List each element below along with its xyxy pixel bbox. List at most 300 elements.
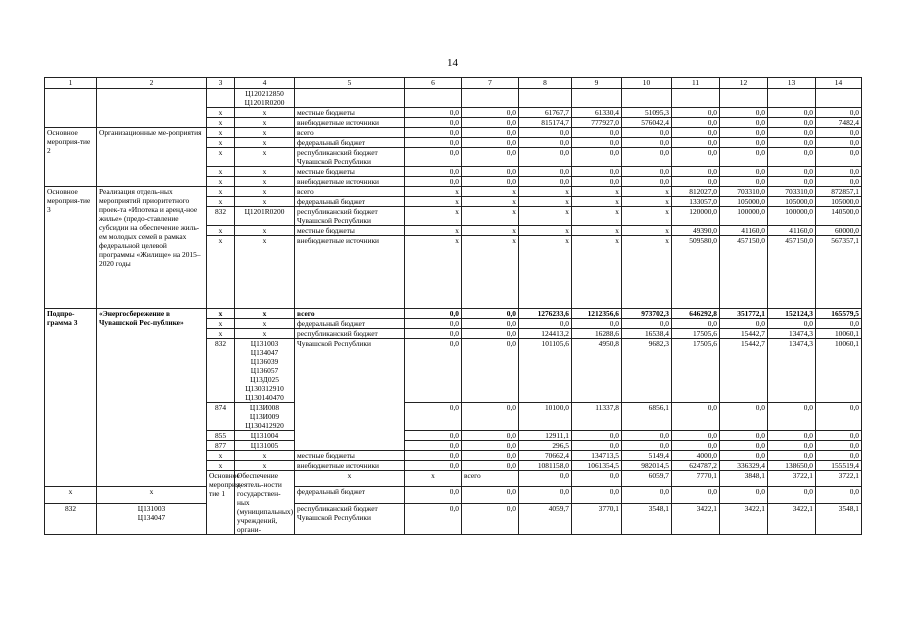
- table-cell: 0,0: [405, 403, 462, 431]
- table-cell: 3848,1: [720, 471, 768, 487]
- code-line: Ц130412920: [245, 421, 284, 430]
- table-cell: [207, 89, 235, 108]
- table-cell: 1276233,6: [519, 309, 572, 319]
- table-cell: 0,0: [572, 138, 622, 148]
- table-cell: 0,0: [816, 441, 862, 451]
- table-cell: 11337,8: [572, 403, 622, 431]
- table-cell: 0,0: [572, 148, 622, 167]
- table-cell: [572, 89, 622, 108]
- table-cell: 0,0: [462, 167, 519, 177]
- table-cell: [816, 89, 862, 108]
- table-cell: x: [405, 226, 462, 236]
- table-cell: 9682,3: [622, 339, 672, 403]
- table-cell: 0,0: [572, 167, 622, 177]
- column-header: 2: [97, 78, 207, 89]
- table-cell: 5149,4: [622, 451, 672, 461]
- table-header: [45, 78, 862, 89]
- table-cell: 3422,1: [768, 503, 816, 534]
- table-cell: x: [622, 207, 672, 226]
- table-cell: 0,0: [572, 487, 622, 503]
- table-cell: 138650,0: [768, 461, 816, 471]
- table-cell: x: [207, 309, 235, 319]
- table-cell: 13474,3: [768, 329, 816, 339]
- table-cell: 877: [207, 441, 235, 451]
- table-cell: 4000,0: [672, 451, 720, 461]
- table-cell: 15442,7: [720, 339, 768, 403]
- column-header: 8: [519, 78, 572, 89]
- table-cell: x: [235, 177, 295, 187]
- table-cell: всего: [295, 187, 405, 197]
- table-cell: 0,0: [720, 319, 768, 329]
- table-cell: 0,0: [572, 177, 622, 187]
- table-cell: 3422,1: [720, 503, 768, 534]
- code-line: Ц13Д025: [250, 375, 279, 384]
- table-cell: 0,0: [462, 108, 519, 118]
- table-cell: 872857,1: [816, 187, 862, 197]
- table-cell: [45, 89, 97, 128]
- table-cell: 0,0: [768, 167, 816, 177]
- table-cell: республиканский бюджет: [295, 329, 405, 339]
- table-cell: 0,0: [720, 118, 768, 128]
- table-cell: x: [207, 177, 235, 187]
- table-cell: 0,0: [816, 487, 862, 503]
- budget-table: [44, 77, 862, 535]
- table-cell: x: [462, 226, 519, 236]
- table-cell: 0,0: [405, 167, 462, 177]
- table-cell: x: [235, 138, 295, 148]
- table-cell: x: [235, 148, 295, 167]
- table-cell: x: [235, 236, 295, 309]
- table-cell: 152124,3: [768, 309, 816, 319]
- table-cell: 0,0: [672, 431, 720, 441]
- table-cell: x: [519, 236, 572, 309]
- table-cell: 0,0: [768, 431, 816, 441]
- table-cell: x: [45, 487, 97, 503]
- table-cell: 0,0: [672, 167, 720, 177]
- code-line: Ц136057: [250, 366, 279, 375]
- table-cell: 0,0: [768, 487, 816, 503]
- page-number: 14: [447, 57, 458, 69]
- activity-description: Реализация отдель-ных мероприятий приоритетного проек-та «Ипотека и аренд-ное жилье» (предо-ставление субсидии на обеспечение жиль-ем молодых семей в рамках федеральной целевой программы «Жилище» на 2015–2020 годы: [97, 187, 207, 309]
- table-cell: x: [519, 207, 572, 226]
- table-cell: 0,0: [816, 148, 862, 167]
- table-cell: 105000,0: [816, 197, 862, 207]
- table-cell: 165579,5: [816, 309, 862, 319]
- table-cell: 815174,7: [519, 118, 572, 128]
- table-cell: 874: [207, 403, 235, 431]
- table-cell: 0,0: [816, 138, 862, 148]
- table-cell: 0,0: [816, 319, 862, 329]
- table-row: [45, 503, 862, 534]
- table-cell: [235, 403, 295, 431]
- table-cell: 576042,4: [622, 118, 672, 128]
- table-cell: республиканский бюджет Чувашской Республики: [295, 148, 405, 167]
- table-cell: 0,0: [405, 329, 462, 339]
- table-cell: x: [235, 461, 295, 471]
- table-cell: 0,0: [462, 118, 519, 128]
- column-header: 1: [45, 78, 97, 89]
- table-cell: x: [97, 487, 207, 503]
- table-cell: 0,0: [720, 451, 768, 461]
- table-cell: 0,0: [816, 431, 862, 441]
- table-cell: 0,0: [519, 487, 572, 503]
- table-cell: x: [295, 471, 405, 487]
- table-cell: x: [572, 197, 622, 207]
- table-cell: 0,0: [816, 128, 862, 138]
- table-cell: 3770,1: [572, 503, 622, 534]
- table-cell: 0,0: [672, 148, 720, 167]
- table-cell: 0,0: [405, 461, 462, 471]
- table-cell: Ц131004: [235, 431, 295, 441]
- subprogram-description: «Энергосбережение в Чувашской Рес-публике»: [97, 309, 207, 487]
- table-cell: 832: [207, 207, 235, 226]
- table-cell: 140500,0: [816, 207, 862, 226]
- table-cell: 336329,4: [720, 461, 768, 471]
- table-row: [45, 187, 862, 197]
- table-cell: 0,0: [622, 177, 672, 187]
- table-cell: федеральный бюджет: [295, 319, 405, 329]
- table-cell: 0,0: [462, 339, 519, 403]
- table-cell: x: [207, 128, 235, 138]
- code-line: Ц1201R0200: [244, 98, 285, 107]
- table-cell: 0,0: [768, 108, 816, 118]
- table-cell: 0,0: [519, 138, 572, 148]
- subprogram-name: Подпро-грамма 3: [45, 309, 97, 487]
- table-cell: 0,0: [572, 471, 622, 487]
- table-cell: [672, 89, 720, 108]
- table-cell: 6059,7: [622, 471, 672, 487]
- table-cell: 0,0: [622, 487, 672, 503]
- table-cell: 0,0: [405, 148, 462, 167]
- table-cell: 624787,2: [672, 461, 720, 471]
- table-cell: 703310,0: [768, 187, 816, 197]
- table-cell: 0,0: [462, 431, 519, 441]
- table-cell: 12911,1: [519, 431, 572, 441]
- table-cell: 0,0: [720, 487, 768, 503]
- column-header: 12: [720, 78, 768, 89]
- table-cell: 0,0: [768, 128, 816, 138]
- table-cell: x: [572, 207, 622, 226]
- table-cell: Ц1201R0200: [235, 207, 295, 226]
- table-cell: 0,0: [768, 177, 816, 187]
- column-header: 14: [816, 78, 862, 89]
- table-cell: 0,0: [462, 148, 519, 167]
- table-cell: x: [405, 236, 462, 309]
- table-cell: [235, 89, 295, 108]
- table-cell: x: [207, 108, 235, 118]
- table-cell: x: [405, 471, 462, 487]
- table-cell: 832: [207, 339, 235, 403]
- table-cell: 4059,7: [519, 503, 572, 534]
- table-cell: 133057,0: [672, 197, 720, 207]
- activity-name: Основное мероприя-тие 1: [207, 471, 235, 535]
- table-cell: 0,0: [672, 128, 720, 138]
- table-cell: 0,0: [462, 503, 519, 534]
- table-cell: 0,0: [672, 138, 720, 148]
- table-cell: 155519,4: [816, 461, 862, 471]
- column-header: 5: [295, 78, 405, 89]
- table-cell: 0,0: [622, 167, 672, 177]
- table-cell: 0,0: [768, 118, 816, 128]
- table-cell: x: [207, 187, 235, 197]
- table-cell: всего: [462, 471, 519, 487]
- table-cell: 777927,0: [572, 118, 622, 128]
- table-row: [45, 487, 862, 503]
- table-cell: x: [207, 226, 235, 236]
- table-cell: 0,0: [405, 339, 462, 403]
- table-cell: x: [235, 319, 295, 329]
- table-cell: 100000,0: [720, 207, 768, 226]
- table-cell: 0,0: [720, 128, 768, 138]
- table-cell: x: [572, 187, 622, 197]
- table-cell: 509580,0: [672, 236, 720, 309]
- table-cell: 41160,0: [720, 226, 768, 236]
- table-cell: x: [207, 451, 235, 461]
- table-cell: x: [405, 197, 462, 207]
- table-cell: x: [207, 236, 235, 309]
- table-cell: 0,0: [405, 138, 462, 148]
- code-line: Ц13И009: [249, 412, 280, 421]
- table-cell: 0,0: [672, 118, 720, 128]
- table-cell: местные бюджеты: [295, 451, 405, 461]
- column-header: 7: [462, 78, 519, 89]
- table-cell: 0,0: [462, 319, 519, 329]
- table-cell: 646292,8: [672, 309, 720, 319]
- table-cell: 61330,4: [572, 108, 622, 118]
- table-cell: x: [572, 236, 622, 309]
- table-cell: 0,0: [672, 108, 720, 118]
- table-cell: 0,0: [462, 138, 519, 148]
- table-cell: 7770,1: [672, 471, 720, 487]
- table-cell: 457150,0: [768, 236, 816, 309]
- table-cell: 0,0: [519, 319, 572, 329]
- table-cell: x: [235, 226, 295, 236]
- table-cell: x: [207, 197, 235, 207]
- table-cell: 0,0: [672, 441, 720, 451]
- table-cell: местные бюджеты: [295, 167, 405, 177]
- table-row: [45, 309, 862, 319]
- table-cell: 105000,0: [720, 197, 768, 207]
- table-cell: 13474,3: [768, 339, 816, 403]
- table-cell: [462, 89, 519, 108]
- table-cell: 0,0: [720, 403, 768, 431]
- table-cell: [97, 89, 207, 128]
- table-cell: x: [462, 187, 519, 197]
- table-cell: 41160,0: [768, 226, 816, 236]
- code-line: Ц131003: [250, 339, 279, 348]
- table-cell: 0,0: [622, 138, 672, 148]
- activity-name: Основное мероприя-тие 3: [45, 187, 97, 309]
- table-cell: x: [207, 329, 235, 339]
- table-cell: 120000,0: [672, 207, 720, 226]
- table-cell: всего: [295, 309, 405, 319]
- table-cell: внебюджетные источники: [295, 236, 405, 309]
- table-cell: x: [235, 197, 295, 207]
- table-cell: [768, 89, 816, 108]
- table-cell: x: [519, 197, 572, 207]
- activity-description: Организационные ме-роприятия: [97, 128, 207, 187]
- table-cell: 0,0: [672, 319, 720, 329]
- code-line: Ц120212850: [245, 89, 284, 98]
- table-cell: x: [405, 207, 462, 226]
- table-cell: 0,0: [720, 177, 768, 187]
- table-cell: x: [622, 187, 672, 197]
- table-cell: [622, 89, 672, 108]
- table-cell: 0,0: [622, 148, 672, 167]
- table-cell: 0,0: [720, 441, 768, 451]
- table-cell: 0,0: [519, 167, 572, 177]
- table-cell: 0,0: [768, 441, 816, 451]
- table-cell: 1081158,0: [519, 461, 572, 471]
- table-cell: 982014,5: [622, 461, 672, 471]
- table-cell: 101105,6: [519, 339, 572, 403]
- table-cell: 0,0: [405, 177, 462, 187]
- table-cell: 16288,6: [572, 329, 622, 339]
- table-cell: 3548,1: [816, 503, 862, 534]
- table-cell: 703310,0: [720, 187, 768, 197]
- table-cell: 3548,1: [622, 503, 672, 534]
- table-cell: 10060,1: [816, 339, 862, 403]
- table-body: [45, 89, 862, 535]
- table-cell: x: [519, 187, 572, 197]
- table-cell: 0,0: [405, 108, 462, 118]
- table-cell: 457150,0: [720, 236, 768, 309]
- table-cell: 0,0: [720, 431, 768, 441]
- table-cell: 10060,1: [816, 329, 862, 339]
- table-cell: 0,0: [405, 451, 462, 461]
- table-cell: 3422,1: [672, 503, 720, 534]
- table-cell: республиканский бюджет Чувашской Республики: [295, 207, 405, 226]
- table-cell: 0,0: [462, 177, 519, 187]
- table-cell: 0,0: [672, 403, 720, 431]
- table-cell: Ц131005: [235, 441, 295, 451]
- table-cell: 0,0: [572, 128, 622, 138]
- table-cell: 0,0: [462, 441, 519, 451]
- table-cell: 0,0: [720, 108, 768, 118]
- table-cell: 855: [207, 431, 235, 441]
- code-line: Ц13И008: [249, 403, 280, 412]
- table-cell: 61767,7: [519, 108, 572, 118]
- table-cell: 0,0: [768, 403, 816, 431]
- table-cell: 51095,3: [622, 108, 672, 118]
- table-cell: 0,0: [405, 487, 462, 503]
- table-cell: 832: [45, 503, 97, 534]
- table-cell: 0,0: [572, 319, 622, 329]
- table-cell: 0,0: [462, 128, 519, 138]
- column-header: 6: [405, 78, 462, 89]
- column-header: 9: [572, 78, 622, 89]
- table-cell: 0,0: [720, 148, 768, 167]
- table-cell: x: [235, 187, 295, 197]
- table-cell: 70662,4: [519, 451, 572, 461]
- table-cell: 0,0: [519, 148, 572, 167]
- table-cell: x: [207, 461, 235, 471]
- table-cell: 0,0: [462, 461, 519, 471]
- table-cell: x: [235, 128, 295, 138]
- table-cell: 100000,0: [768, 207, 816, 226]
- table-cell: 16538,4: [622, 329, 672, 339]
- table-cell: [295, 89, 405, 108]
- table-cell: x: [235, 167, 295, 177]
- table-cell: Чувашской Республики: [295, 339, 405, 451]
- table-cell: x: [235, 451, 295, 461]
- table-cell: 134713,5: [572, 451, 622, 461]
- table-cell: 0,0: [405, 128, 462, 138]
- table-cell: 812027,0: [672, 187, 720, 197]
- table-cell: 0,0: [816, 451, 862, 461]
- table-cell: 0,0: [405, 309, 462, 319]
- table-cell: 0,0: [768, 148, 816, 167]
- table-cell: x: [405, 187, 462, 197]
- table-row: [45, 128, 862, 138]
- table-cell: [405, 89, 462, 108]
- column-header: 13: [768, 78, 816, 89]
- table-cell: 0,0: [622, 128, 672, 138]
- table-cell: x: [622, 197, 672, 207]
- table-cell: 0,0: [816, 167, 862, 177]
- table-cell: 10100,0: [519, 403, 572, 431]
- table-cell: всего: [295, 128, 405, 138]
- table-cell: 0,0: [405, 319, 462, 329]
- table-cell: [97, 503, 207, 534]
- table-cell: 0,0: [519, 128, 572, 138]
- table-cell: 49390,0: [672, 226, 720, 236]
- code-line: Ц130140470: [245, 393, 284, 402]
- table-cell: x: [462, 236, 519, 309]
- table-cell: 0,0: [816, 108, 862, 118]
- table-cell: 567357,1: [816, 236, 862, 309]
- table-cell: 15442,7: [720, 329, 768, 339]
- table-cell: 0,0: [405, 503, 462, 534]
- table-cell: федеральный бюджет: [295, 138, 405, 148]
- table-cell: 296,5: [519, 441, 572, 451]
- table-cell: x: [235, 309, 295, 319]
- table-cell: 3722,1: [768, 471, 816, 487]
- table-cell: 0,0: [720, 167, 768, 177]
- table-cell: 0,0: [519, 471, 572, 487]
- table-cell: 0,0: [405, 441, 462, 451]
- table-cell: 6856,1: [622, 403, 672, 431]
- table-cell: x: [207, 138, 235, 148]
- table-cell: 7482,4: [816, 118, 862, 128]
- table-cell: 0,0: [622, 319, 672, 329]
- table-cell: 0,0: [462, 487, 519, 503]
- table-cell: x: [462, 197, 519, 207]
- table-cell: внебюджетные источники: [295, 461, 405, 471]
- table-cell: x: [235, 329, 295, 339]
- column-header: 3: [207, 78, 235, 89]
- table-cell: 105000,0: [768, 197, 816, 207]
- table-cell: 0,0: [768, 319, 816, 329]
- code-line: Ц130312910: [245, 384, 284, 393]
- table-cell: федеральный бюджет: [295, 197, 405, 207]
- table-cell: внебюджетные источники: [295, 118, 405, 128]
- table-cell: местные бюджеты: [295, 226, 405, 236]
- table-cell: 0,0: [768, 138, 816, 148]
- table-cell: x: [622, 236, 672, 309]
- table-cell: [519, 89, 572, 108]
- table-cell: x: [519, 226, 572, 236]
- table-row: [45, 89, 862, 108]
- table-cell: республиканский бюджет Чувашской Республики: [295, 503, 405, 534]
- table-cell: 0,0: [572, 431, 622, 441]
- table-cell: 0,0: [462, 329, 519, 339]
- table-cell: x: [235, 108, 295, 118]
- table-cell: 0,0: [519, 177, 572, 187]
- table-cell: x: [207, 118, 235, 128]
- code-line: Ц131003: [137, 503, 166, 513]
- table-cell: 0,0: [816, 403, 862, 431]
